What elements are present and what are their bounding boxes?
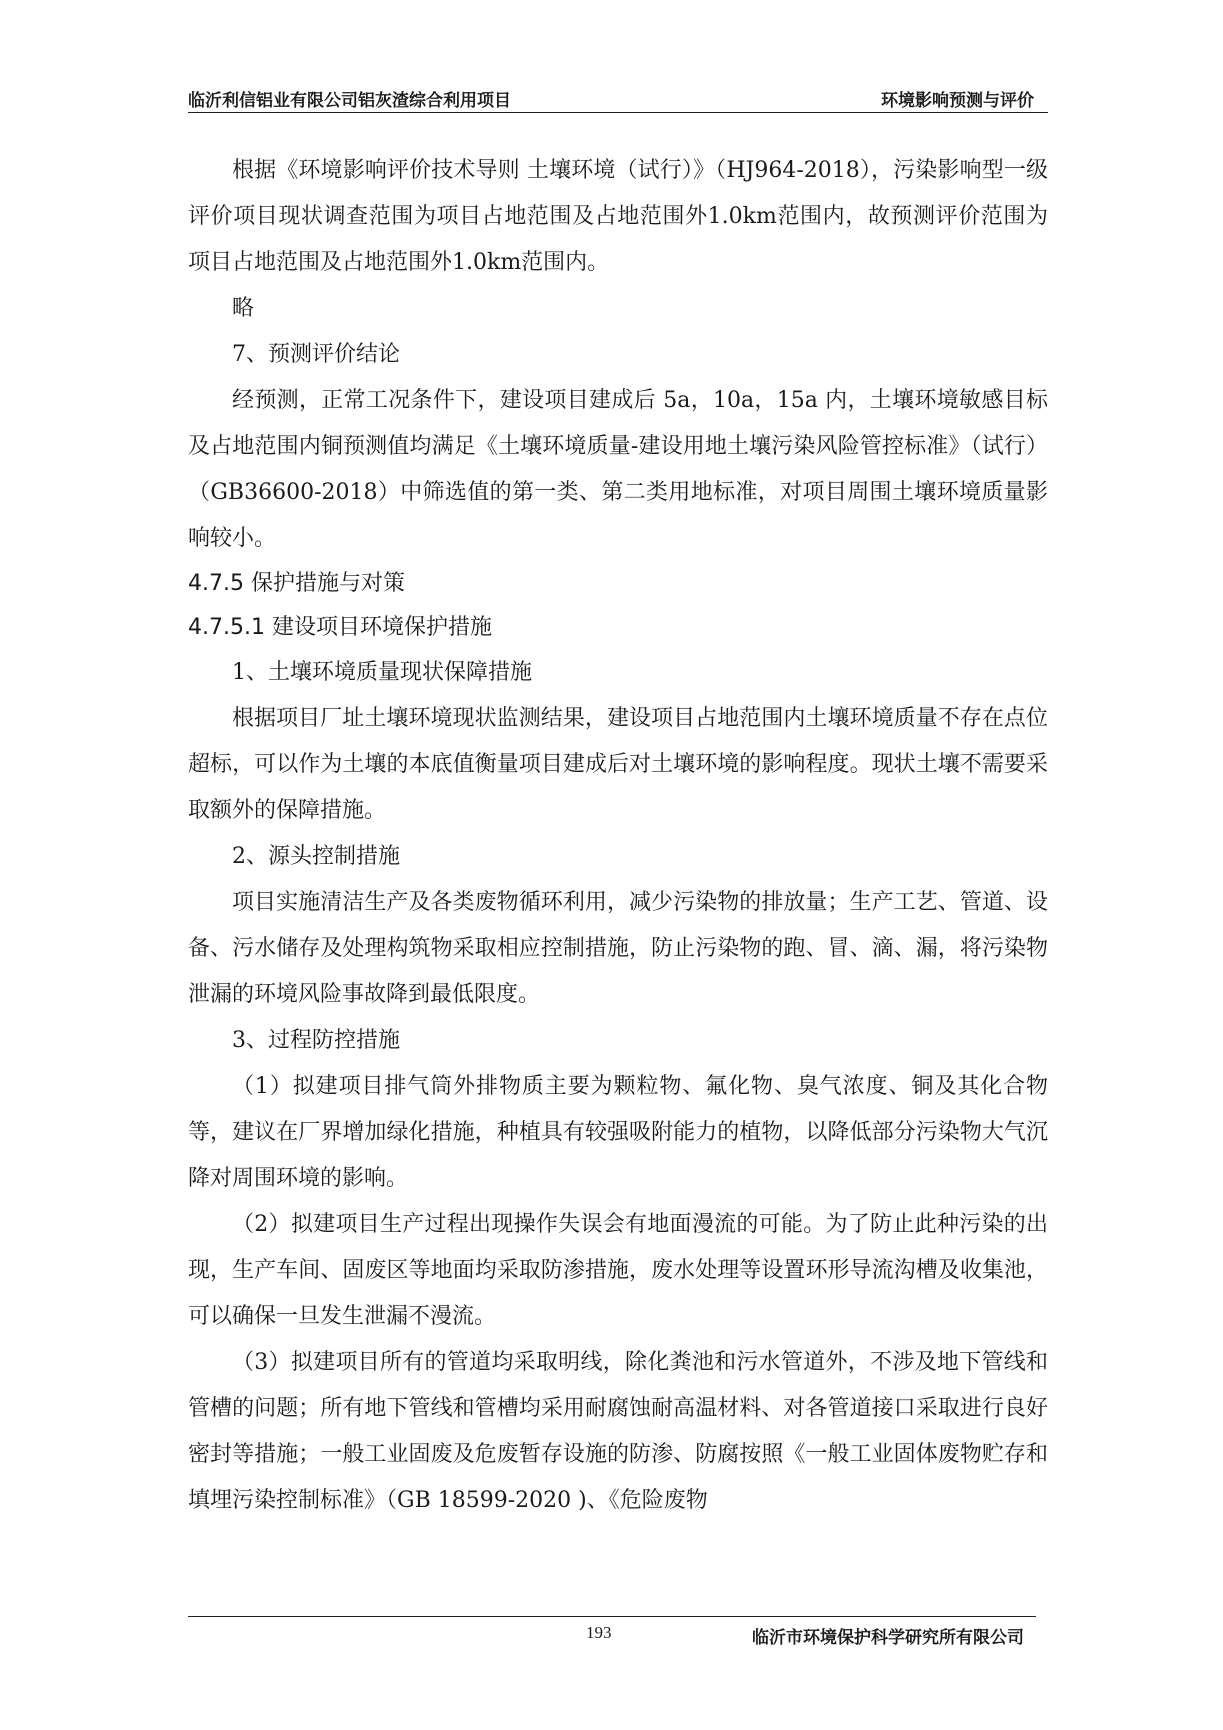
page-header: [188, 84, 1048, 113]
paragraph-omitted: 略: [232, 296, 255, 321]
document-body: [188, 148, 1048, 1524]
paragraph-measure-3-item-1: （1）拟建项目排气筒外排物质主要为颗粒物、氟化物、臭气浓度、铜及其化合物等，建议在厂界增加绿化措施，种植具有较强吸附能力的植物，以降低部分污染物大气沉降对周围环境的影响。: [188, 1074, 1048, 1191]
paragraph-measure-1-title: 1、土壤环境质量现状保障措施: [232, 660, 532, 685]
section-heading-measures: 4.7.5 保护措施与对策: [188, 571, 405, 596]
header-section-title: 环境影响预测与评价: [881, 91, 1034, 111]
paragraph-conclusion-heading: 7、预测评价结论: [232, 342, 400, 367]
paragraph-measure-1: 根据项目厂址土壤环境现状监测结果，建设项目占地范围内土壤环境质量不存在点位超标，可以作为土壤的本底值衡量项目建成后对土壤环境的影响程度。现状土壤不需要采取额外的保障措施。: [188, 706, 1048, 823]
paragraph-measure-3-title: 3、过程防控措施: [232, 1028, 400, 1053]
subsection-heading-protection: 4.7.5.1 建设项目环境保护措施: [188, 615, 492, 640]
footer-organization: 临沂市环境保护科学研究所有限公司: [752, 1628, 1024, 1648]
page-footer: [188, 1616, 1036, 1647]
paragraph-measure-3-item-2: （2）拟建项目生产过程出现操作失误会有地面漫流的可能。为了防止此种污染的出现，生产车间、固废区等地面均采取防渗措施，废水处理等设置环形导流沟槽及收集池，可以确保一旦发生泄漏不漫流。: [188, 1212, 1048, 1329]
paragraph-measure-2: 项目实施清洁生产及各类废物循环利用，减少污染物的排放量；生产工艺、管道、设备、污水储存及处理构筑物采取相应控制措施，防止污染物的跑、冒、滴、漏，将污染物泄漏的环境风险事故降到最低限度。: [188, 890, 1048, 1007]
header-project-title: 临沂利信铝业有限公司铝灰渣综合利用项目: [188, 91, 511, 111]
paragraph-measure-2-title: 2、源头控制措施: [232, 844, 400, 869]
page-number: 193: [586, 1623, 612, 1642]
paragraph-measure-3-item-3: （3）拟建项目所有的管道均采取明线，除化粪池和污水管道外，不涉及地下管线和管槽的问题；所有地下管线和管槽均采用耐腐蚀耐高温材料、对各管道接口采取进行良好密封等措施；一般工业固废及危废暂存设施的防渗、防腐按照《一般工业固体废物贮存和填埋污染控制标准》（GB 18599-2020 )、《危险废物: [188, 1350, 1048, 1513]
paragraph-assessment-scope: 根据《环境影响评价技术导则 土壤环境（试行）》（HJ964-2018），污染影响型一级评价项目现状调查范围为项目占地范围及占地范围外1.0km范围内，故预测评价范围为项目占地范围及占地范围外1.0km范围内。: [188, 158, 1048, 275]
paragraph-conclusion: 经预测，正常工况条件下，建设项目建成后 5a，10a，15a 内，土壤环境敏感目标及占地范围内铜预测值均满足《土壤环境质量-建设用地土壤污染风险管控标准》（试行）（GB36600-2018）中筛选值的第一类、第二类用地标准，对项目周围土壤环境质量影响较小。: [188, 388, 1048, 551]
